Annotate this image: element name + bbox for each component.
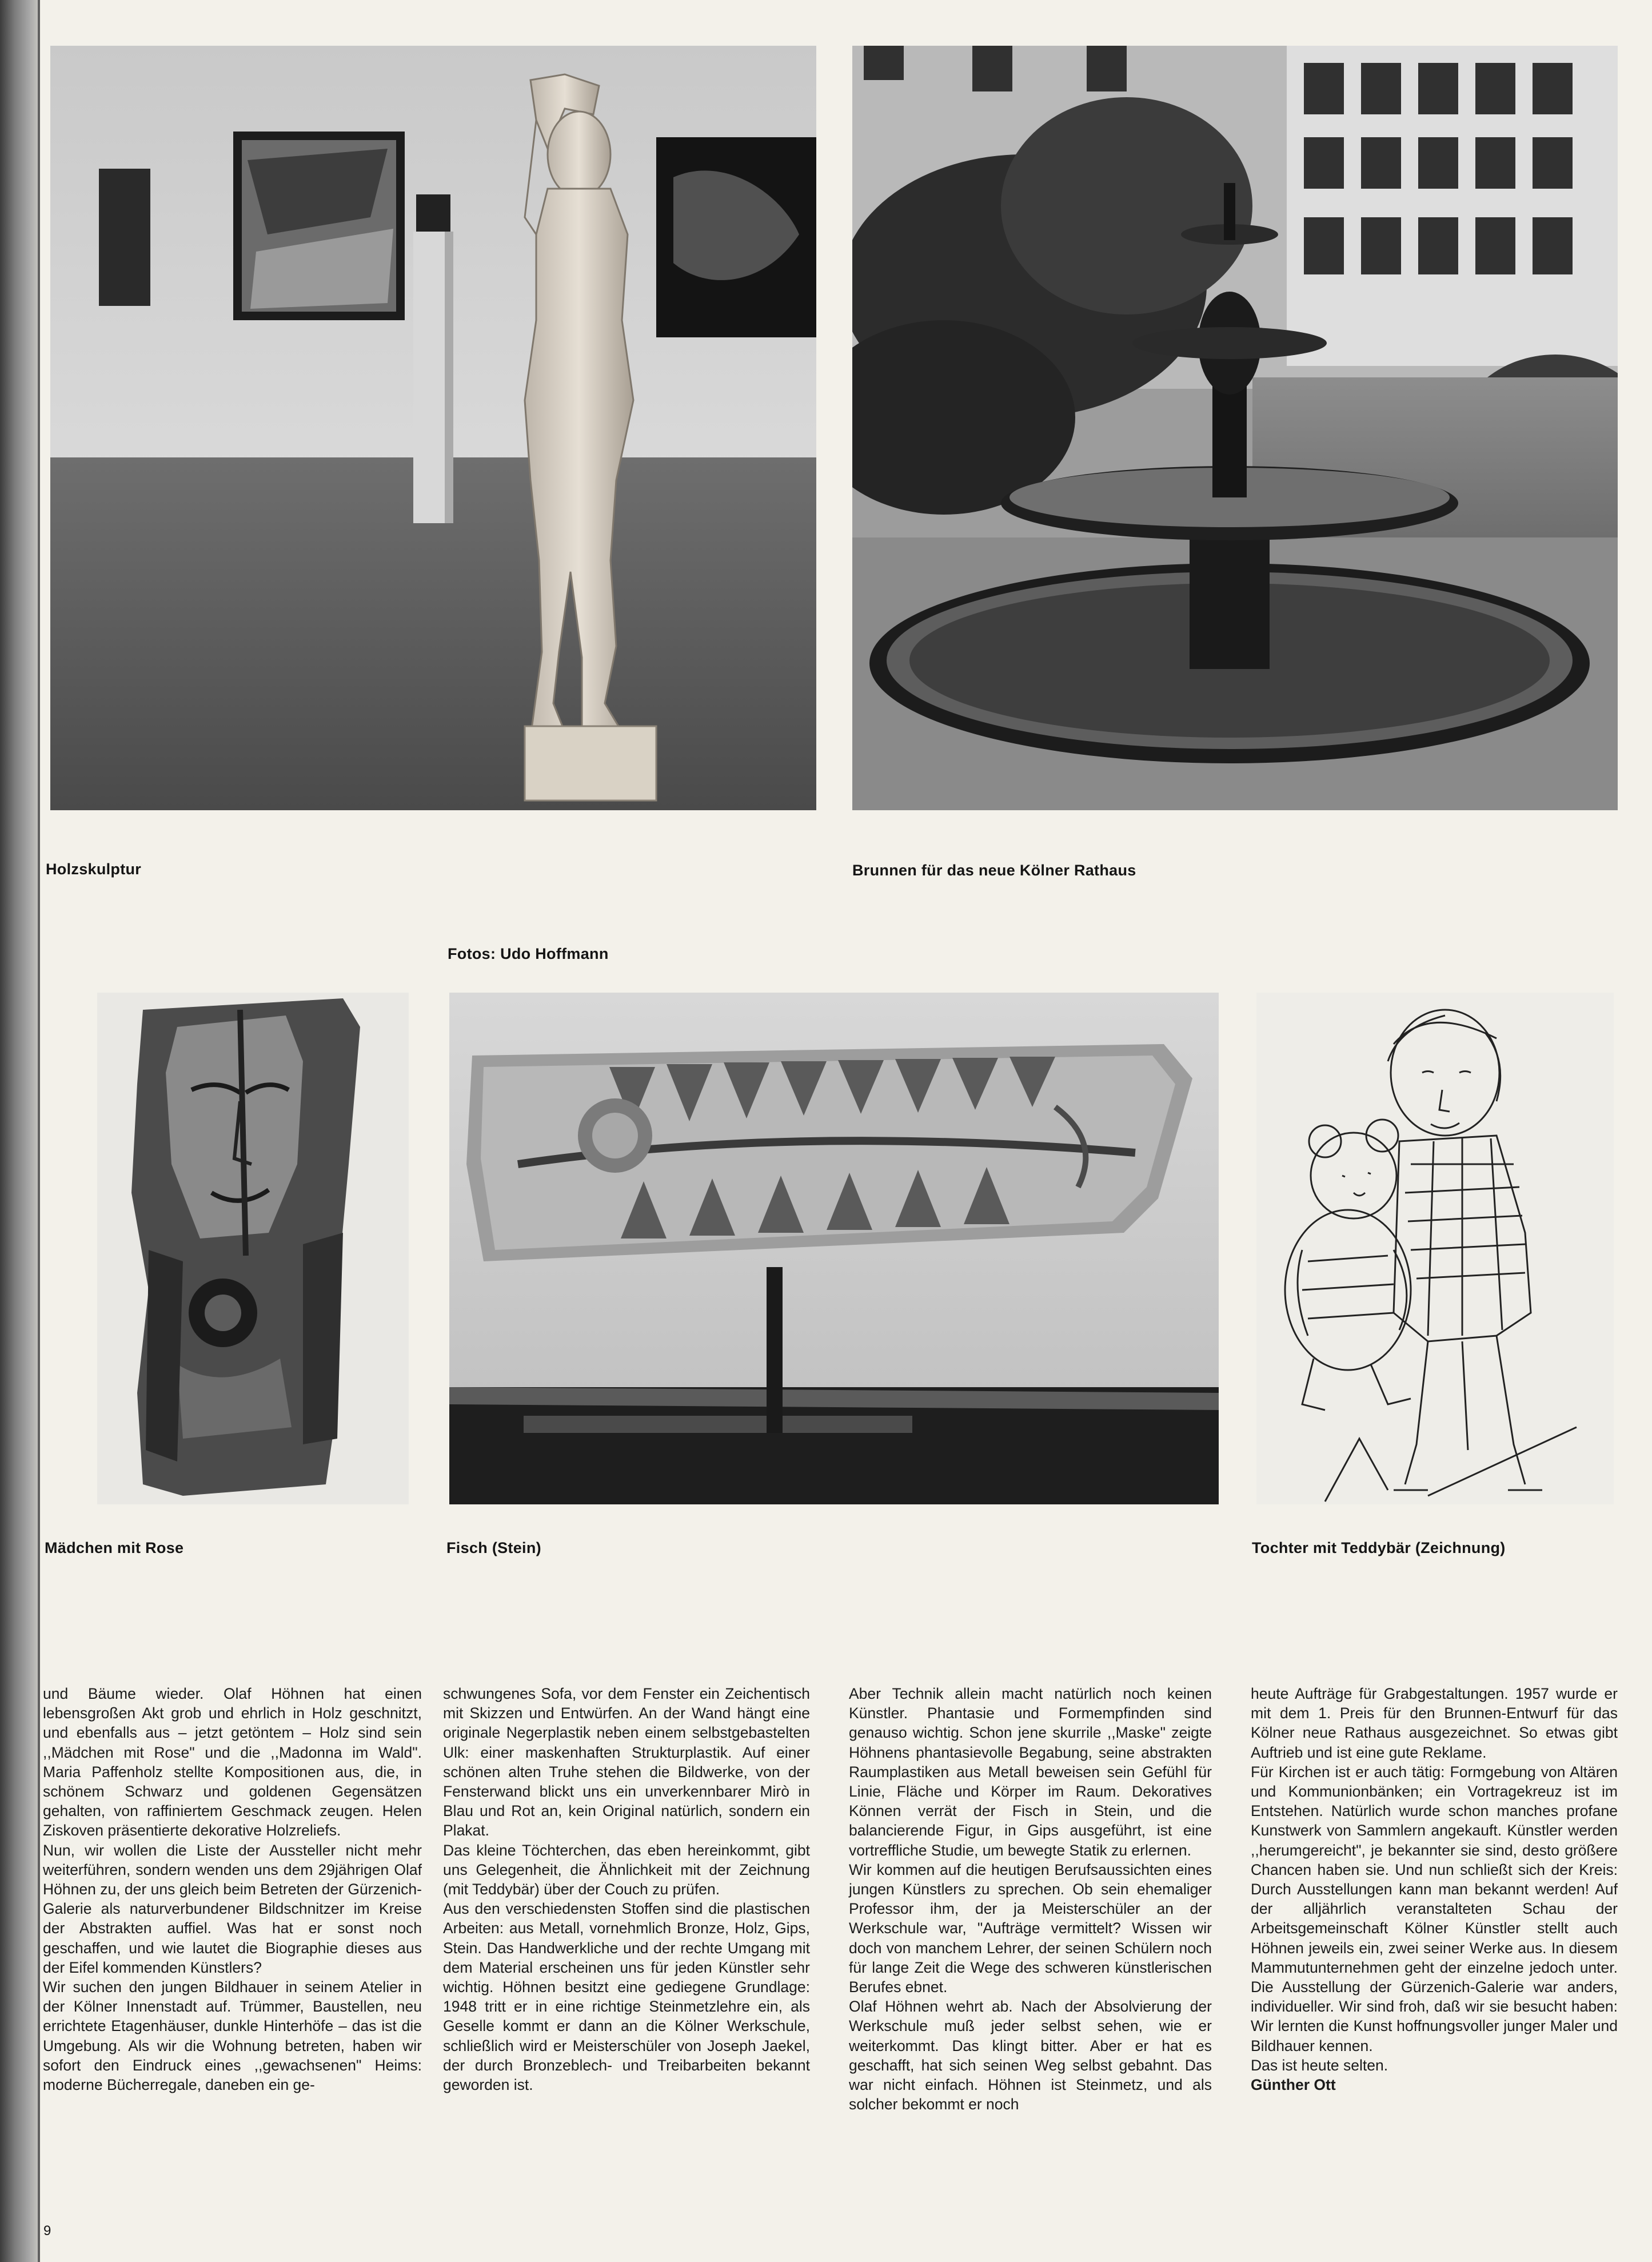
author-signature: Günther Ott	[1251, 2076, 1336, 2094]
article-paragraph: heute Aufträge für Grabgestaltungen. 1957 wurde er mit dem 1. Preis für den Brunnen-Entwurf für das Kölner neue Rathaus ausgezeichnet. So etwas gibt Auftrieb und ist eine gute Reklame.	[1251, 1685, 1618, 1761]
caption-brunnen: Brunnen für das neue Kölner Rathaus	[852, 862, 1136, 879]
article-paragraph: Das kleine Töchterchen, das eben hereinkommt, gibt uns Gelegenheit, die Ähnlichkeit mit der Zeichnung (mit Teddybär) über der Couch zu prüfen.	[443, 1841, 810, 1898]
caption-tochter-mit-teddybaer: Tochter mit Teddybär (Zeichnung)	[1252, 1539, 1506, 1556]
photo-maedchen-mit-rose	[97, 993, 409, 1504]
article-column-2	[443, 1684, 810, 2094]
photo-tochter-mit-teddybaer	[1256, 993, 1614, 1504]
caption-fisch-stein: Fisch (Stein)	[446, 1539, 541, 1556]
article-paragraph: Olaf Höhnen wehrt ab. Nach der Absolvierung der Werkschule muß jeder selbst sehen, wie er weiterkommt. Das klingt bitter. Aber er hat es geschafft, hat sich seinen Weg selbst gebahnt. Das war nicht einfach. Höhnen ist Steinmetz, und als solcher bekommt er noch	[849, 1998, 1212, 2113]
binding-edge	[0, 0, 40, 2262]
article-column-1	[43, 1684, 422, 2094]
photo-credit: Fotos: Udo Hoffmann	[448, 945, 609, 962]
caption-maedchen-mit-rose: Mädchen mit Rose	[45, 1539, 184, 1556]
photo-holzskulptur	[50, 46, 816, 810]
article-column-3	[849, 1684, 1212, 2114]
photo-fisch-stein	[449, 993, 1219, 1504]
caption-holzskulptur: Holzskulptur	[46, 861, 142, 878]
article-paragraph: schwungenes Sofa, vor dem Fenster ein Zeichentisch mit Skizzen und Entwürfen. An der Wand hängt eine originale Negerplastik neben einem selbstgebastelten Ulk: einer maskenhaften Strukturplastik. Auf einer schönen alten Truhe stehen die Bildwerke, von der Fensterwand blickt uns ein unverkennbarer Mirò in Blau und Rot an, kein Original natürlich, sondern ein Plakat.	[443, 1685, 810, 1839]
article-paragraph: Nun, wir wollen die Liste der Aussteller nicht mehr weiterführen, sondern wenden uns dem 29jährigen Olaf Höhnen zu, der uns gleich beim Betreten der Gürzenich-Galerie als naturverbundener Bildschnitzer im Kreise der Abstrakten auffiel. Was hat er sonst noch geschaffen, und wie lautet die Biographie dieses aus der Eifel kommenden Künstlers?	[43, 1841, 422, 1976]
article-paragraph: Aus den verschiedensten Stoffen sind die plastischen Arbeiten: aus Metall, vornehmlich Bronze, Holz, Gips, Stein. Das Handwerkliche und der rechte Umgang mit dem Material erscheinen uns für jeden Künstler sehr wichtig. Höhnen besitzt eine gediegene Grundlage: 1948 tritt er in eine richtige Steinmetzlehre ein, als Geselle kommt er dann an die Kölner Werkschule, schließlich wird er Meisterschüler von Joseph Jaekel, der durch Bronzeblech- und Treibarbeiten bekannt geworden ist.	[443, 1900, 810, 2094]
article-paragraph: Für Kirchen ist er auch tätig: Formgebung von Altären und Kommunionbänken; ein Vortragekreuz ist im Entstehen. Natürlich wurde schon manches profane Kunstwerk von Sammlern angekauft. Künstler werden ,,herumgereicht", je bekannter sie sind, desto größere Chancen haben sie. Und nun schließt sich der Kreis: Durch Ausstellungen kann man bekannt werden! Auf der alljährlich veranstalteten Schau der Arbeitsgemeinschaft Kölner Künstler stellt auch Höhnen jeweils ein, zwei seiner Werke aus. In diesem Mammutunternehmen geht der einzelne jedoch unter. Die Ausstellung der Gürzenich-Galerie war anders, individueller. Wir sind froh, daß wir sie besucht haben: Wir lernten die Kunst hoffnungsvoller junger Maler und Bildhauer kennen.	[1251, 1763, 1618, 2054]
photo-brunnen	[852, 46, 1618, 810]
article-column-4	[1251, 1684, 1618, 2094]
article-paragraph: Wir kommen auf die heutigen Berufsaussichten eines jungen Künstlers zu sprechen. Ob sein ehemaliger Professor ihm, der ja Meisterschüler an der Werkschule war, "Aufträge vermittelt? Wissen wir doch von manchem Lehrer, der seinen Schülern noch für lange Zeit die Wege des schweren künstlerischen Berufes ebnet.	[849, 1861, 1212, 1996]
page-number: 9	[43, 2223, 51, 2239]
article-paragraph: Wir suchen den jungen Bildhauer in seinem Atelier in der Kölner Innenstadt auf. Trümmer, Baustellen, neu errichtete Etagenhäuser, dunkle Hinterhöfe – das ist die Umgebung. Als wir die Wohnung betreten, haben wir sofort den Eindruck eines ,,gewachsenen" Heims: moderne Bücherregale, daneben ein ge-	[43, 1978, 422, 2094]
article-paragraph: und Bäume wieder. Olaf Höhnen hat einen lebensgroßen Akt grob und ehrlich in Holz geschnitzt, und ebenfalls aus – jetzt getöntem – Holz sind sein ,,Mädchen mit Rose" und die ,,Madonna im Wald". Maria Paffenholz stellte Kompositionen aus, die, in schönem Schwarz und goldenen Gegensätzen gehalten, von raffiniertem Geschmack zeugen. Helen Ziskoven präsentierte dekorative Holzreliefs.	[43, 1685, 422, 1839]
article-paragraph: Das ist heute selten.	[1251, 2056, 1388, 2074]
binding-line	[38, 0, 40, 2262]
article-paragraph: Aber Technik allein macht natürlich noch keinen Künstler. Phantasie und Formempfinden sind genauso wichtig. Schon jene skurrile ,,Maske" zeigte Höhnens phantasievolle Begabung, seine abstrakten Raumplastiken aus Metall beweisen sein Gefühl für Linie, Fläche und Körper im Raum. Dekoratives Können verrät der Fisch in Stein, und die balancierende Figur, in Gips ausgeführt, ist eine vortreffliche Studie, um bewegte Statik zu erlernen.	[849, 1685, 1212, 1859]
